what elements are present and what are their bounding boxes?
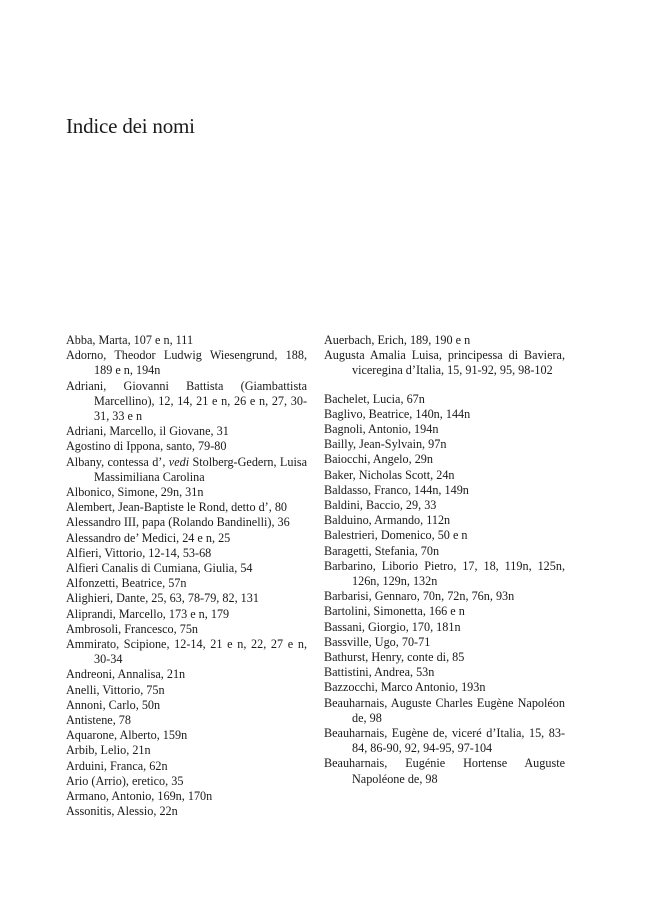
index-entry: Baragetti, Stefania, 70n [324, 543, 440, 558]
index-entry: Albonico, Simone, 29n, 31n [66, 485, 204, 500]
index-entry: Ammirato, Scipione, 12-14, 21 e n, 22, 27 e n, 30-34 [66, 637, 307, 667]
index-entry: Baker, Nicholas Scott, 24n [324, 467, 455, 482]
index-entry: Armano, Antonio, 169n, 170n [66, 789, 213, 804]
index-entry: Beauharnais, Eugène de, viceré d’Italia, 15, 83-84, 86-90, 92, 94-95, 97-104 [324, 726, 565, 756]
cross-reference-marker: vedi [168, 454, 190, 469]
index-entry: Baldini, Baccio, 29, 33 [324, 498, 437, 513]
index-entry: Beauharnais, Eugénie Hortense Auguste Napoléone de, 98 [324, 756, 565, 786]
index-entry: Ario (Arrio), eretico, 35 [66, 773, 184, 788]
index-entry: Assonitis, Alessio, 22n [66, 804, 178, 819]
index-entry: Albany, contessa d’, vedi Stolberg-Gedern, Luisa Massimiliana Carolina [66, 454, 307, 484]
index-entry: Augusta Amalia Luisa, principessa di Baviera, viceregina d’Italia, 15, 91-92, 95, 98-102 [324, 348, 565, 378]
index-entry: Beauharnais, Auguste Charles Eugène Napoléon de, 98 [324, 695, 565, 725]
index-entry: Alfieri, Vittorio, 12-14, 53-68 [66, 545, 212, 560]
index-entry: Adriani, Marcello, il Giovane, 31 [66, 424, 229, 439]
index-entry: Abba, Marta, 107 e n, 111 [66, 333, 194, 347]
index-entry: Aquarone, Alberto, 159n [66, 728, 188, 743]
index-entry: Baglivo, Beatrice, 140n, 144n [324, 406, 471, 421]
page-title: Indice dei nomi [66, 114, 195, 138]
index-entry: Alessandro III, papa (Rolando Bandinelli), 36 [66, 515, 290, 530]
index-entry: Barbarino, Liborio Pietro, 17, 18, 119n, 125n, 126n, 129n, 132n [324, 558, 565, 589]
index-entry: Baldasso, Franco, 144n, 149n [324, 482, 469, 497]
index-entry: Bassville, Ugo, 70-71 [324, 634, 431, 649]
letter-group-spacer [324, 379, 565, 392]
index-entry: Barbarisi, Gennaro, 70n, 72n, 76n, 93n [324, 589, 515, 604]
index-column-right [324, 333, 565, 787]
index-entry: Battistini, Andrea, 53n [324, 665, 435, 680]
index-entry: Bachelet, Lucia, 67n [324, 391, 425, 406]
index-entry: Bailly, Jean-Sylvain, 97n [324, 437, 447, 452]
index-entry: Arbib, Lelio, 21n [66, 743, 151, 758]
index-entry: Baiocchi, Angelo, 29n [324, 452, 433, 467]
index-entry: Bagnoli, Antonio, 194n [324, 422, 439, 437]
index-entry: Bassani, Giorgio, 170, 181n [324, 619, 461, 634]
index-entry: Alembert, Jean-Baptiste le Rond, detto d’, 80 [66, 500, 288, 515]
index-entry: Arduini, Franca, 62n [66, 758, 168, 773]
index-entry: Antistene, 78 [66, 713, 131, 728]
index-entry: Balduino, Armando, 112n [324, 513, 451, 528]
index-entry: Alfonzetti, Beatrice, 57n [66, 576, 187, 591]
index-entry: Bathurst, Henry, conte di, 85 [324, 650, 465, 665]
index-entry: Bartolini, Simonetta, 166 e n [324, 604, 465, 619]
index-entry: Annoni, Carlo, 50n [66, 697, 161, 712]
index-entry: Aliprandi, Marcello, 173 e n, 179 [66, 606, 230, 621]
index-entry: Alighieri, Dante, 25, 63, 78-79, 82, 131 [66, 591, 259, 606]
index-entry: Anelli, Vittorio, 75n [66, 682, 165, 697]
index-column-left [66, 333, 307, 820]
index-entry: Agostino di Ippona, santo, 79-80 [66, 439, 227, 454]
index-entry: Alfieri Canalis di Cumiana, Giulia, 54 [66, 561, 253, 576]
index-entry: Adorno, Theodor Ludwig Wiesengrund, 188, 189 e n, 194n [66, 348, 307, 378]
index-entry: Adriani, Giovanni Battista (Giambattista Marcellino), 12, 14, 21 e n, 26 e n, 27, 30-31, 33 e n [66, 378, 307, 424]
index-entry: Ambrosoli, Francesco, 75n [66, 621, 199, 636]
index-entry: Balestrieri, Domenico, 50 e n [324, 528, 468, 543]
index-entry: Bazzocchi, Marco Antonio, 193n [324, 680, 486, 695]
index-entry: Andreoni, Annalisa, 21n [66, 667, 186, 682]
index-entry: Auerbach, Erich, 189, 190 e n [324, 333, 471, 347]
index-entry: Alessandro de’ Medici, 24 e n, 25 [66, 530, 231, 545]
